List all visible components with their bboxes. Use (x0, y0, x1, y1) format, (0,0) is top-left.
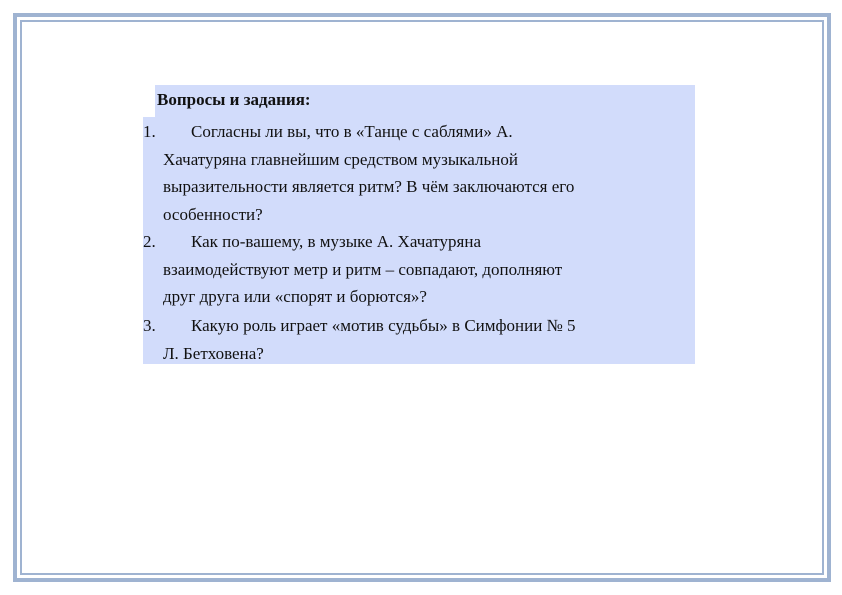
block-title: Вопросы и задания: (157, 90, 311, 109)
question-number: 2. (143, 232, 156, 251)
question-number: 1. (143, 122, 156, 141)
question-text-line: особенности? (163, 204, 263, 224)
question-text-line: Согласны ли вы, что в «Танце с саблями» А. (191, 122, 513, 141)
question-text-line: Хачатуряна главнейшим средством музыкальной (163, 149, 518, 169)
questions-block (143, 85, 695, 364)
question-text-line: Как по-вашему, в музыке А. Хачатуряна (191, 232, 482, 251)
question-text-line: Какую роль играет «мотив судьбы» в Симфонии № 5 (191, 316, 576, 335)
question-text-line: взаимодействуют метр и ритм – совпадают, дополняют (163, 259, 563, 279)
question-number: 3. (143, 316, 156, 335)
question-text-line: Л. Бетховена? (163, 343, 264, 363)
question-text-line: выразительности является ритм? В чём заключаются его (163, 177, 575, 196)
question-text-line: друг друга или «спорят и борются»? (163, 287, 427, 306)
